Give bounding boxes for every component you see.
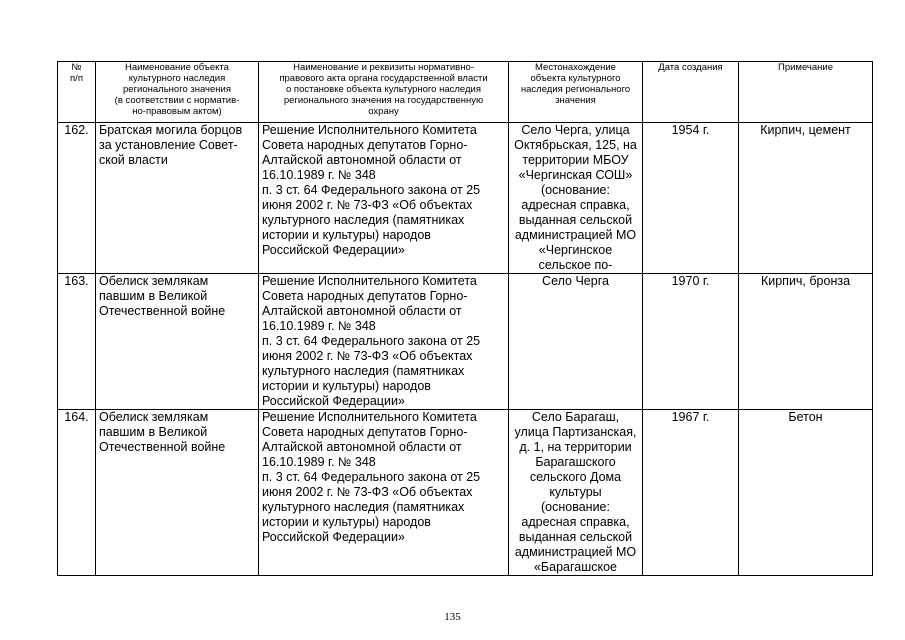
note: Кирпич, бронза (739, 274, 873, 410)
heritage-objects-table (57, 61, 873, 576)
note: Бетон (739, 410, 873, 576)
location: Село Барагаш, улица Партизанская, д. 1, на территории Барагашского сельского Дома культуры (основание: адресная справка, выданная сельской администрацией МО «Барагашское (509, 410, 643, 576)
location: Село Черга, улица Октябрьская, 125, на территории МБОУ «Чергинская СОШ» (основание: адресная справка, выданная сельской администрацией МО «Чергинское сельское по- (509, 123, 643, 274)
table-row (58, 123, 873, 274)
legal-act: Решение Исполнительного Комитета Совета народных депутатов Горно- Алтайской автономной области от 16.10.1989 г. № 348 п. 3 ст. 64 Федерального закона от 25 июня 2002 г. № 73-ФЗ «Об объектах культурного наследия (памятниках истории и культуры) народов Российской Федерации» (259, 274, 509, 410)
row-number: 162. (58, 123, 96, 274)
table-row (58, 410, 873, 576)
header-number: № п/п (58, 62, 96, 123)
creation-date: 1967 г. (643, 410, 739, 576)
legal-act: Решение Исполнительного Комитета Совета народных депутатов Горно- Алтайской автономной области от 16.10.1989 г. № 348 п. 3 ст. 64 Федерального закона от 25 июня 2002 г. № 73-ФЗ «Об объектах культурного наследия (памятниках истории и культуры) народов Российской Федерации» (259, 410, 509, 576)
header-object-name: Наименование объекта культурного наследия регионального значения (в соответствии с норматив- но-правовым актом) (96, 62, 259, 123)
header-creation-date: Дата создания (643, 62, 739, 123)
legal-act: Решение Исполнительного Комитета Совета народных депутатов Горно- Алтайской автономной области от 16.10.1989 г. № 348 п. 3 ст. 64 Федерального закона от 25 июня 2002 г. № 73-ФЗ «Об объектах культурного наследия (памятниках истории и культуры) народов Российской Федерации» (259, 123, 509, 274)
note: Кирпич, цемент (739, 123, 873, 274)
header-note: Примечание (739, 62, 873, 123)
object-name: Обелиск землякам павшим в Великой Отечественной войне (96, 274, 259, 410)
object-name: Братская могила борцов за установление Совет- ской власти (96, 123, 259, 274)
row-number: 163. (58, 274, 96, 410)
table-row (58, 274, 873, 410)
creation-date: 1970 г. (643, 274, 739, 410)
header-location: Местонахождение объекта культурного наследия регионального значения (509, 62, 643, 123)
header-legal-act: Наименование и реквизиты нормативно- правового акта органа государственной власти о постановке объекта культурного наследия регионального значения на государственную охрану (259, 62, 509, 123)
page-number: 135 (444, 611, 461, 623)
location: Село Черга (509, 274, 643, 410)
table-header-row (58, 62, 873, 123)
row-number: 164. (58, 410, 96, 576)
object-name: Обелиск землякам павшим в Великой Отечественной войне (96, 410, 259, 576)
creation-date: 1954 г. (643, 123, 739, 274)
